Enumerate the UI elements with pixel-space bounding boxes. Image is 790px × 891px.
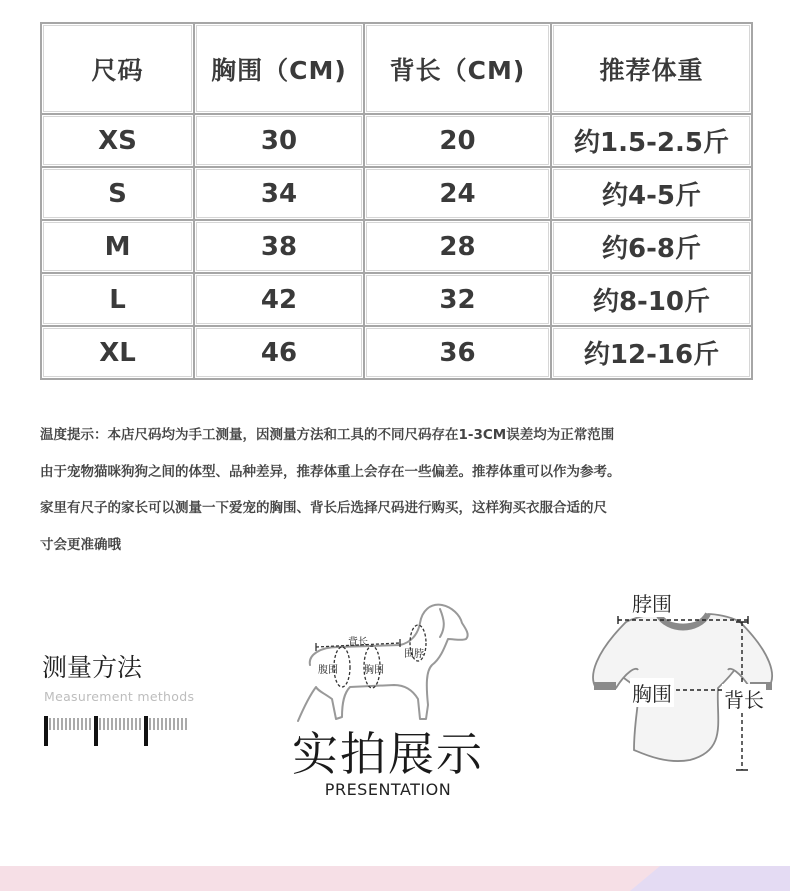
cell-chest: 38 bbox=[194, 220, 364, 273]
cell-chest: 42 bbox=[194, 273, 364, 326]
measurement-subtitle: Measurement methods bbox=[44, 689, 195, 704]
header-chest: 胸围（CM) bbox=[194, 23, 364, 114]
dog-label-belly: 腹围 bbox=[318, 665, 338, 676]
shirt-label-neck: 脖围 bbox=[630, 588, 674, 617]
note-line: 寸会更准确哦 bbox=[40, 536, 121, 553]
dog-label-neck: 围脖 bbox=[404, 649, 424, 660]
cell-chest: 34 bbox=[194, 167, 364, 220]
note-line: 由于宠物猫咪狗狗之间的体型、品种差异，推荐体重上会存在一些偏差。推荐体重可以作为参考。 bbox=[40, 463, 621, 480]
table-row bbox=[41, 326, 752, 379]
cell-back-length: 32 bbox=[364, 273, 551, 326]
dog-label-chest: 胸围 bbox=[364, 665, 384, 676]
cell-back-length: 28 bbox=[364, 220, 551, 273]
note-line: 家里有尺子的家长可以测量一下爱宠的胸围、背长后选择尺码进行购买，这样狗买衣服合适的尺 bbox=[40, 500, 607, 516]
cell-weight: 约8-10斤 bbox=[551, 273, 752, 326]
cell-weight: 约1.5-2.5斤 bbox=[551, 114, 752, 167]
cell-back-length: 36 bbox=[364, 326, 551, 379]
dog-label-back: 背长 bbox=[348, 637, 368, 648]
shirt-measurement-diagram bbox=[578, 580, 788, 780]
cell-size: S bbox=[41, 167, 194, 220]
presentation-subtitle: PRESENTATION bbox=[324, 780, 452, 799]
cell-back-length: 24 bbox=[364, 167, 551, 220]
bottom-decor-band bbox=[0, 866, 790, 891]
shirt-label-back-length: 背长 bbox=[722, 684, 766, 713]
note-line: 温度提示：本店尺码均为手工测量，因测量方法和工具的不同尺码存在1-3CM误差均为正常范围 bbox=[40, 427, 615, 443]
table-row bbox=[41, 220, 752, 273]
cell-chest: 46 bbox=[194, 326, 364, 379]
shirt-label-chest: 胸围 bbox=[630, 678, 674, 707]
measurement-title: 测量方法 bbox=[42, 653, 143, 682]
ruler-icon bbox=[40, 712, 200, 752]
cell-weight: 约4-5斤 bbox=[551, 167, 752, 220]
presentation-title: 实拍展示 bbox=[292, 727, 484, 781]
dog-measurement-diagram bbox=[280, 595, 480, 735]
size-table bbox=[40, 22, 753, 380]
cell-size: L bbox=[41, 273, 194, 326]
cell-weight: 约12-16斤 bbox=[551, 326, 752, 379]
header-back-length: 背长（CM) bbox=[364, 23, 551, 114]
header-size: 尺码 bbox=[41, 23, 194, 114]
table-row bbox=[41, 167, 752, 220]
table-row bbox=[41, 114, 752, 167]
cell-size: XS bbox=[41, 114, 194, 167]
table-row bbox=[41, 273, 752, 326]
size-note bbox=[40, 417, 760, 563]
cell-chest: 30 bbox=[194, 114, 364, 167]
table-header-row bbox=[41, 23, 752, 114]
cell-size: M bbox=[41, 220, 194, 273]
cell-back-length: 20 bbox=[364, 114, 551, 167]
cell-weight: 约6-8斤 bbox=[551, 220, 752, 273]
cell-size: XL bbox=[41, 326, 194, 379]
header-weight: 推荐体重 bbox=[551, 23, 752, 114]
